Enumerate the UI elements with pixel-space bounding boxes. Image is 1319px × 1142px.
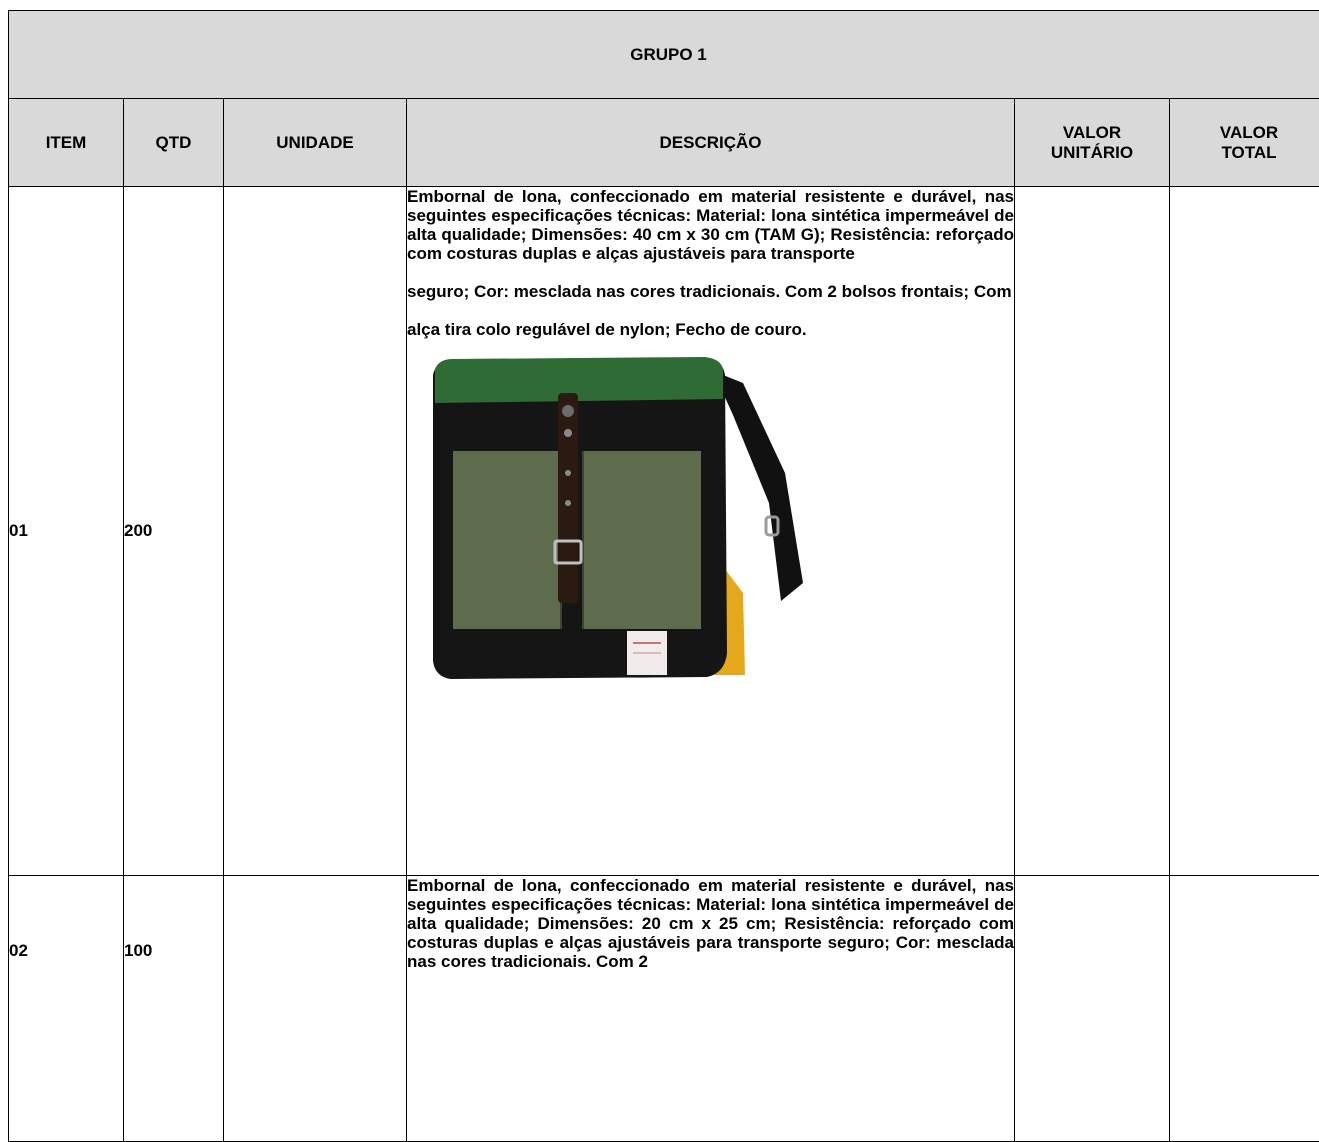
cell-descricao xyxy=(407,187,1015,876)
cell-valor-total xyxy=(1170,187,1319,876)
column-header-valor-total-line1: VALOR xyxy=(1220,123,1278,142)
description-paragraph: seguro; Cor: mesclada nas cores tradicionais. Com 2 bolsos frontais; Com xyxy=(407,282,1014,301)
column-header-valor-total xyxy=(1170,99,1319,187)
column-header-valor-total-line2: TOTAL xyxy=(1221,143,1276,162)
column-header-valor-unitario-line2: UNITÁRIO xyxy=(1051,143,1133,162)
cell-valor-unitario xyxy=(1015,876,1170,1142)
cell-qtd: 100 xyxy=(124,876,224,1142)
items-table xyxy=(8,10,1319,1142)
cell-valor-unitario xyxy=(1015,187,1170,876)
column-header-descricao: DESCRIÇÃO xyxy=(407,99,1015,187)
description-paragraph: Embornal de lona, confeccionado em material resistente e durável, nas seguintes especificações técnicas: Material: lona sintética impermeável de alta qualidade; Dimensões: 20 cm x 25 cm; Resistência: reforçado com costuras duplas e alças ajustáveis para transporte seguro; Cor: mesclada nas cores tradicionais. Com 2 xyxy=(407,876,1014,971)
cell-item: 02 xyxy=(9,876,124,1142)
cell-qtd: 200 xyxy=(124,187,224,876)
cell-descricao xyxy=(407,876,1015,1142)
cell-item: 01 xyxy=(9,187,124,876)
column-header-unidade: UNIDADE xyxy=(224,99,407,187)
table-row xyxy=(9,187,1319,876)
column-header-item: ITEM xyxy=(9,99,124,187)
group-header-row xyxy=(9,11,1319,99)
cell-valor-total xyxy=(1170,876,1319,1142)
column-header-valor-unitario xyxy=(1015,99,1170,187)
description-paragraph: Embornal de lona, confeccionado em material resistente e durável, nas seguintes especificações técnicas: Material: lona sintética impermeável de alta qualidade; Dimensões: 40 cm x 30 cm (TAM G); Resistência: reforçado com costuras duplas e alças ajustáveis para transporte xyxy=(407,187,1014,263)
cell-unidade xyxy=(224,187,407,876)
cell-unidade xyxy=(224,876,407,1142)
table-row xyxy=(9,876,1319,1142)
bag-product-image xyxy=(413,353,813,683)
group-title: GRUPO 1 xyxy=(9,11,1319,99)
column-header-row xyxy=(9,99,1319,187)
column-header-valor-unitario-line1: VALOR xyxy=(1063,123,1121,142)
description-paragraph: alça tira colo regulável de nylon; Fecho de couro. xyxy=(407,320,1014,339)
column-header-qtd: QTD xyxy=(124,99,224,187)
